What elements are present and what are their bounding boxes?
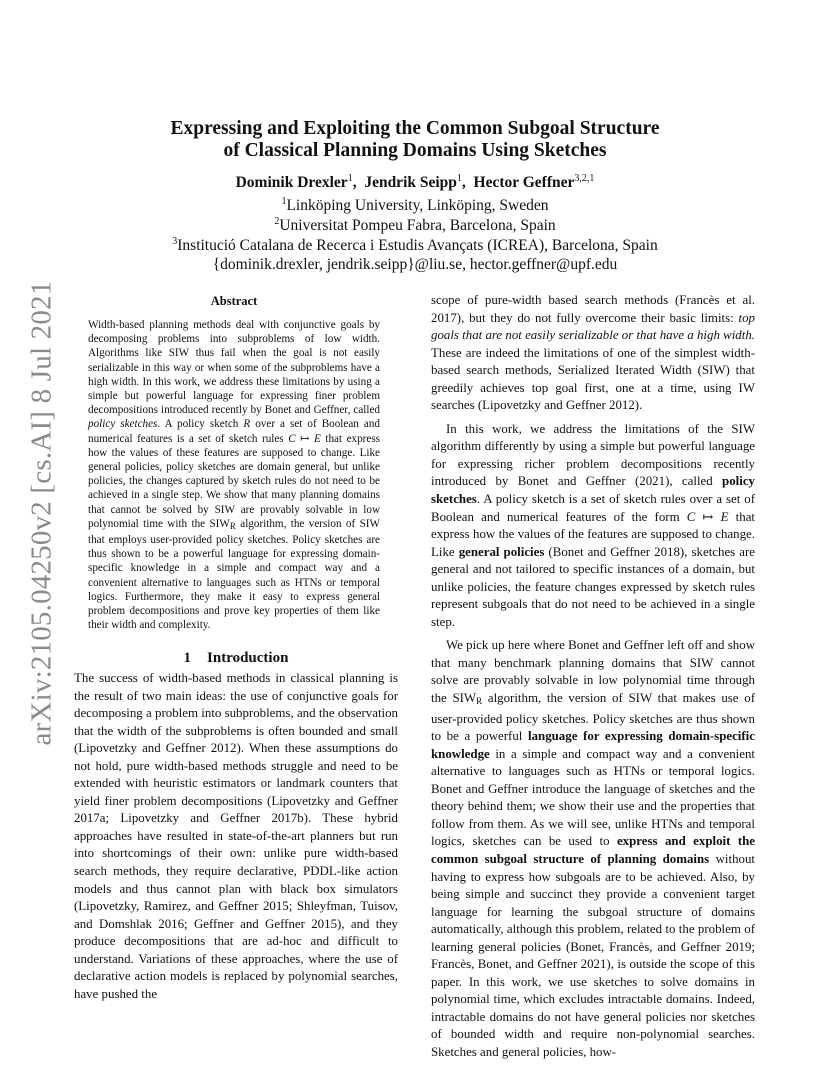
title-line-2: of Classical Planning Domains Using Sketches (223, 140, 607, 161)
right-paragraph-3: We pick up here where Bonet and Geffner left off and show that many benchmark planning domains that SIW cannot solve are provably solvable in low polynomial time through the $SIW_R$ algorithm, the version of SIW that makes use of user-provided policy sketches. Policy sketches are thus shown to be a powerful language for expressing domain-specific knowledge in a simple and compact way and a convenient alternative to languages such as HTNs or temporal logics. Bonet and Geffner introduce the language of sketches and the theory behind them; we show their use and the properties that follow from them. As we will see, unlike HTNs and temporal logics, sketches can be used to express and exploit the common subgoal structure of planning domains without having to express how subgoals are to be achieved. Also, by being simple and succinct they provide a convenient target language for learning the subgoal structure of domains automatically, although this problem, related to the problem of learning general policies (Bonet, Francès, and Geffner 2019; Francès, Bonet, and Geffner 2021), is outside the scope of this paper. In this work, we use sketches to solve domains in polynomial time, which excludes intractable domains. Indeed, intractable domains do not have general policies nor sketches of bounded width and require non-polynomial searches. Sketches and general policies, how- (431, 638, 756, 1059)
title-line-1: Expressing and Exploiting the Common Subgoal Structure (170, 118, 660, 139)
introduction-paragraph: The success of width-based methods in classical planning is the result of two main ideas: the use of conjunctive goals for decomposing a problem into subproblems, and the observation that the width of the subproblems is often bounded and small (Lipovetzky and Geffner 2012). When these assumptions do not hold, pure width-based methods struggle and need to be extended with heuristic estimators or landmark counters that yield finer problem decompositions (Lipovetzky and Geffner 2017a; Lipovetzky and Geffner 2017b). These hybrid approaches have resulted in state-of-the-art planners but run into shortcomings of their own: unlike pure width-based search methods, they require declarative, PDDL-like action models and thus cannot plan with black box simulators (Lipovetzky, Ramirez, and Geffner 2015; Shleyfman, Tuisov, and Domshlak 2016; Geffner and Geffner 2015), and they produce decompositions that are ad-hoc and difficult to understand. Variations of these approaches, where the use of declarative action models is replaced by polynomial searches, have pushed the (74, 671, 398, 1001)
author-affil-mark: 1 (347, 173, 353, 184)
affiliation-1: $^1$Linköping University, Linköping, Sweden (281, 196, 549, 215)
arxiv-identifier: arXiv:2105.04250v2 [cs.AI] 8 Jul 2021 (25, 280, 58, 746)
author-affil-mark: 1 (456, 173, 462, 184)
author-affil-mark: 3,2,1 (574, 173, 595, 184)
author-emails: {dominik.drexler, jendrik.seipp}@liu.se, hector.geffner@upf.edu (212, 256, 618, 273)
affiliation-2: $^2$Universitat Pompeu Fabra, Barcelona, Spain (274, 216, 556, 235)
right-paragraph-2: In this work, we address the limitations of the SIW algorithm differently by using a simple but powerful language for expressing richer problem decompositions recently introduced by Bonet and Geffner (2021), called policy sketches. A policy sketch is a set of sketch rules over a set of Boolean and numerical features of the form C ↦ E that express how the values of the features are supposed to change. Like general policies (Bonet and Geffner 2018), sketches are general and not tailored to specific instances of a domain, but unlike policies, the feature changes expressed by sketch rules represent subgoals that do not need to be achieved in a single step. (431, 421, 755, 629)
author-list: Dominik Drexler$^1$, Jendrik Seipp$^1$, Hector Geffner$^{3,2,1}$ (235, 173, 595, 192)
right-column (431, 292, 755, 1068)
section-heading-introduction: 1 Introduction (183, 650, 289, 666)
right-paragraph-1: scope of pure-width based search methods (Francès et al. 2017), but they do not fully overcome their basic limits: top goals that are not easily serializable or that have a high width. These are indeed the limitations of one of the simplest width-based search methods, Serialized Iterated Width (SIW) that greedily achieves top goal first, one at a time, using IW searches (Lipovetzky and Geffner 2012). (431, 293, 755, 413)
author-name: Dominik Drexler (235, 174, 348, 192)
paper-title (120, 118, 710, 162)
author-name: Jendrik Seipp (364, 174, 457, 192)
abstract-body: Width-based planning methods deal with conjunctive goals by decomposing problems into subproblems of low width. Algorithms like SIW thus fail when the goal is not easily serializable in this way or when some of the subproblems have a high width. In this work, we address these limitations by using a simple but powerful language for expressing finer problem decompositions introduced recently by Bonet and Geffner, called policy sketches. A policy sketch R over a set of Boolean and numerical features is a set of sketch rules C ↦ E that express how the values of these features are supposed to change. Like general policies, policy sketches are domain general, but unlike policies, the changes captured by sketch rules do not need to be achieved in a single step. We show that many planning domains that cannot be solved by SIW are provably solvable in low polynomial time with the $SIW_R$ algorithm, the version of SIW that employs user-provided policy sketches. Policy sketches are thus shown to be a powerful language for expressing domain-specific knowledge in a simple and compact way and a convenient alternative to languages such as HTNs or temporal logics. Furthermore, they make it easy to express general problem decompositions and prove key properties of them like their width and complexity. (88, 319, 381, 632)
author-name: Hector Geffner (473, 174, 575, 192)
affiliation-3: $^3$Institució Catalana de Recerca i Estudis Avançats (ICREA), Barcelona, Spain (172, 236, 658, 255)
abstract-heading: Abstract (210, 294, 258, 308)
